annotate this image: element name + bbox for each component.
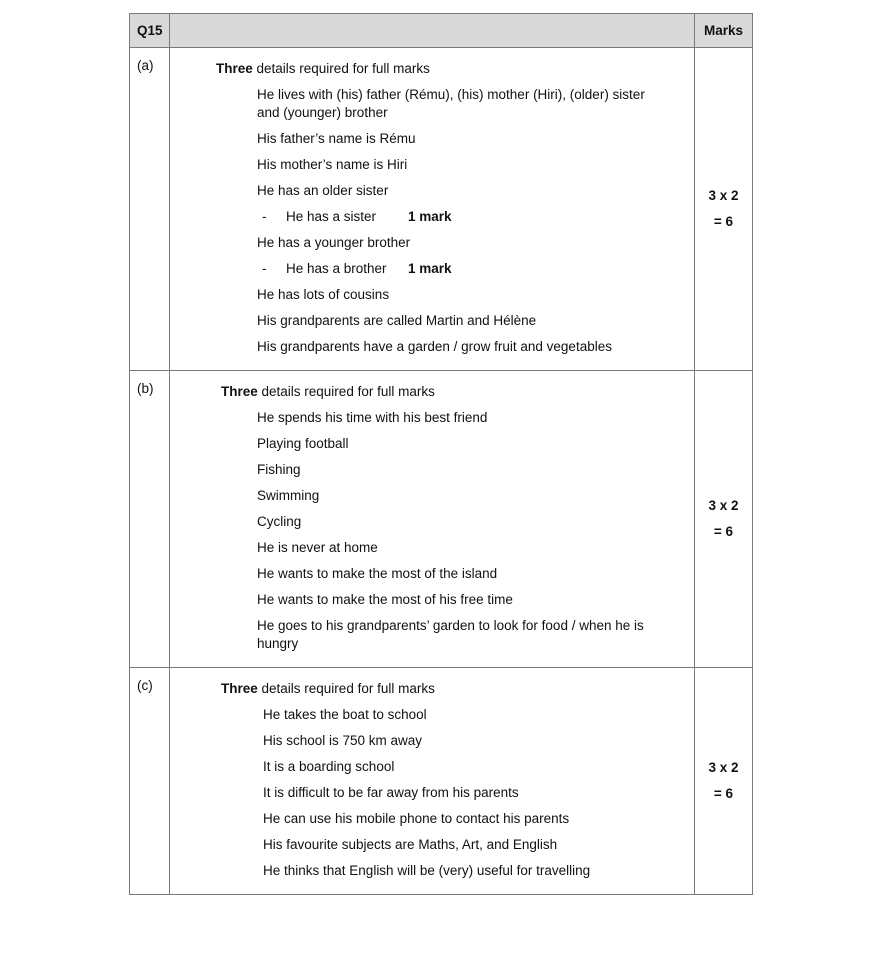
- marks-cell: [695, 371, 753, 668]
- requirement-text: details required for full marks: [257, 681, 435, 696]
- partial-credit-text: He has a sister: [286, 209, 377, 224]
- partial-credit-item: [262, 256, 670, 282]
- answer-detail: His school is 750 km away: [263, 733, 423, 748]
- answer-content: [170, 371, 695, 668]
- answer-detail: He has lots of cousins: [257, 287, 390, 302]
- answer-detail: He can use his mobile phone to contact his parents: [263, 811, 570, 826]
- answer-detail: Cycling: [257, 514, 302, 529]
- answer-detail: Playing football: [257, 436, 349, 451]
- answer-detail: His favourite subjects are Maths, Art, and English: [263, 837, 558, 852]
- requirement-line: [221, 379, 670, 405]
- marks-formula: 3 x 2: [708, 188, 739, 203]
- answer-detail: He spends his time with his best friend: [257, 410, 488, 425]
- question-number: Q15: [130, 14, 170, 48]
- part-label: (c): [130, 668, 170, 895]
- dash-bullet: -: [262, 261, 267, 276]
- header-row: [130, 14, 753, 48]
- answer-detail: His mother’s name is Hiri: [257, 157, 408, 172]
- part-a-row: [130, 48, 753, 371]
- answer-content: [170, 668, 695, 895]
- partial-credit-mark: 1 mark: [408, 209, 452, 224]
- marks-formula: 3 x 2: [708, 760, 739, 775]
- answer-detail: He has an older sister: [257, 183, 389, 198]
- dash-bullet: -: [262, 209, 267, 224]
- answer-detail: His father’s name is Rému: [257, 131, 416, 146]
- requirement-emphasis: Three: [221, 681, 258, 696]
- marks-total: = 6: [713, 524, 734, 539]
- answer-detail: He wants to make the most of the island: [257, 566, 498, 581]
- part-c-row: [130, 668, 753, 895]
- answer-detail: He has a younger brother: [257, 235, 411, 250]
- mark-scheme-table: [129, 13, 753, 895]
- marks-cell: [695, 668, 753, 895]
- requirement-line: [216, 56, 670, 82]
- marks-cell: [695, 48, 753, 371]
- requirement-emphasis: Three: [221, 384, 258, 399]
- answer-content: [170, 48, 695, 371]
- requirement-text: details required for full marks: [252, 61, 430, 76]
- requirement-line: [221, 676, 670, 702]
- marks-total: = 6: [713, 214, 734, 229]
- part-label: (b): [130, 371, 170, 668]
- partial-credit-item: [262, 204, 670, 230]
- part-b-row: [130, 371, 753, 668]
- marks-header: Marks: [695, 14, 753, 48]
- marks-formula: 3 x 2: [708, 498, 739, 513]
- answer-detail: His grandparents have a garden / grow fruit and vegetables: [257, 339, 612, 354]
- header-middle-cell: [170, 14, 695, 48]
- answer-detail: He goes to his grandparents’ garden to look for food / when he is hungry: [257, 618, 644, 651]
- answer-detail: He takes the boat to school: [263, 707, 427, 722]
- answer-detail: He is never at home: [257, 540, 378, 555]
- answer-detail: Fishing: [257, 462, 301, 477]
- answer-detail: He thinks that English will be (very) useful for travelling: [263, 863, 591, 878]
- partial-credit-mark: 1 mark: [408, 261, 452, 276]
- part-label: (a): [130, 48, 170, 371]
- answer-detail: Swimming: [257, 488, 320, 503]
- answer-detail: It is difficult to be far away from his parents: [263, 785, 519, 800]
- requirement-text: details required for full marks: [257, 384, 435, 399]
- answer-detail: His grandparents are called Martin and Hélène: [257, 313, 537, 328]
- answer-detail: It is a boarding school: [263, 759, 395, 774]
- requirement-emphasis: Three: [216, 61, 253, 76]
- answer-detail: He wants to make the most of his free time: [257, 592, 513, 607]
- partial-credit-text: He has a brother: [286, 261, 387, 276]
- marks-total: = 6: [713, 786, 734, 801]
- answer-detail: He lives with (his) father (Rému), (his) mother (Hiri), (older) sister and (younger) brother: [257, 87, 645, 120]
